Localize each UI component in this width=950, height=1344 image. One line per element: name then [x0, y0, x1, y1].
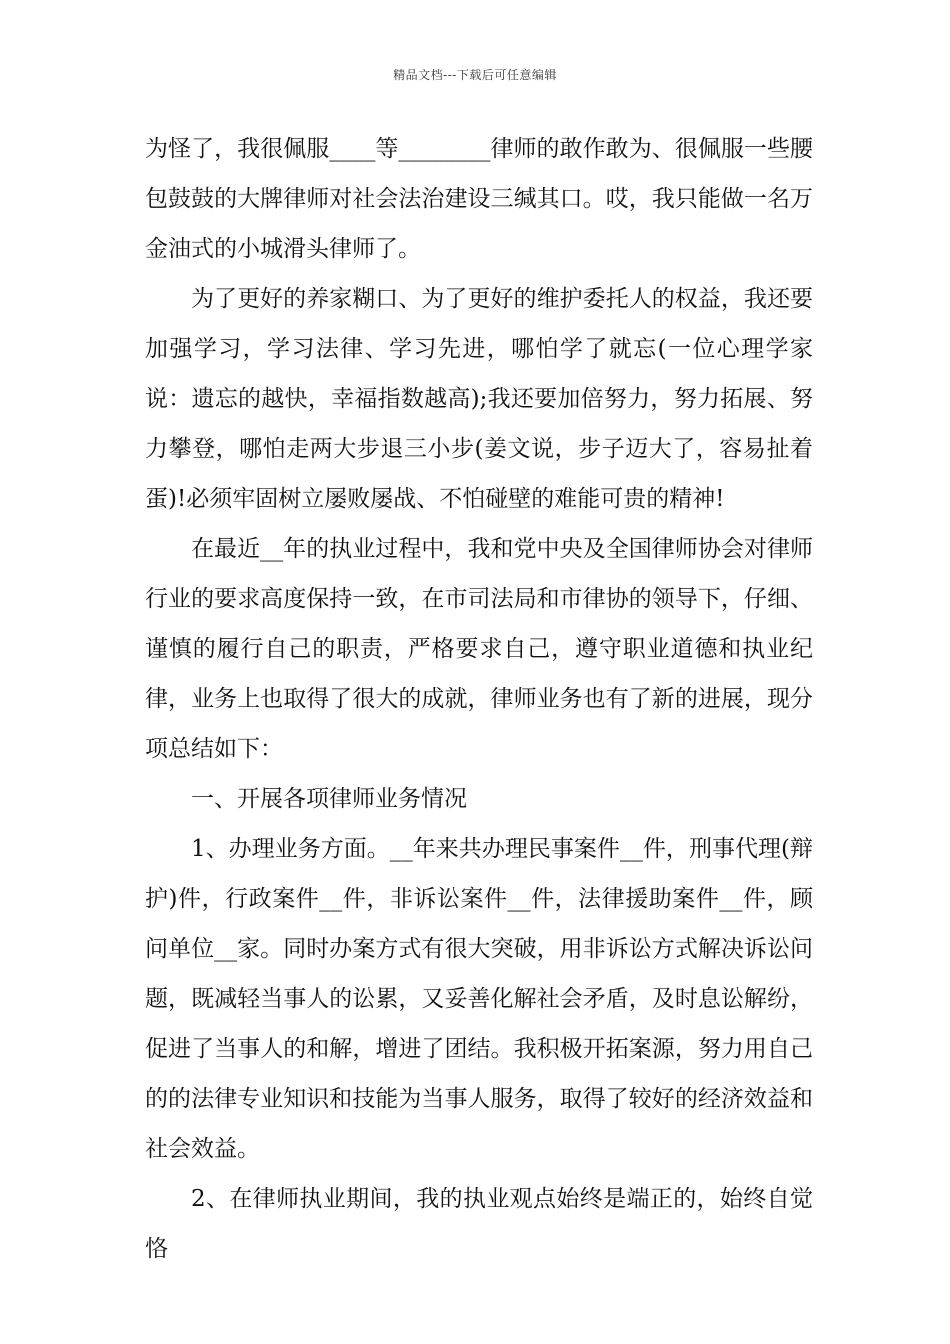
paragraph-business-handling: 1、办理业务方面。__年来共办理民事案件__件，刑事代理(辩护)件，行政案件__件，非诉讼案件__件，法律援助案件__件，顾问单位__家。同时办案方式有很大突破，用非诉讼方式解决诉讼问题，既减轻当事人的讼累，又妥善化解社会矛盾，及时息讼解纷，促进了当事人的和解，增进了团结。我积极开拓案源，努力用自己的的法律专业知识和技能为当事人服务，取得了较好的经济效益和社会效益。 — [145, 836, 813, 1162]
section-heading: 一、开展各项律师业务情况 — [191, 786, 467, 812]
paragraph-self-improvement: 为了更好的养家糊口、为了更好的维护委托人的权益，我还要加强学习，学习法律、学习先进，哪怕学了就忘(一位心理学家说：遗忘的越快，幸福指数越高);我还要加倍努力，努力拓展、努力攀登，哪怕走两大步退三小步(姜文说，步子迈大了，容易扯着蛋)!必须牢固树立屡败屡战、不怕碰壁的难能可贵的精神! — [145, 286, 813, 512]
document-body — [145, 124, 813, 1274]
page-header: 精品文档---下载后可任意编辑 — [393, 68, 557, 82]
paragraph-practice-overview: 在最近__年的执业过程中，我和党中央及全国律师协会对律师行业的要求高度保持一致，在市司法局和市律协的领导下，仔细、谨慎的履行自己的职责，严格要求自己，遵守职业道德和执业纪律，业务上也取得了很大的成就，律师业务也有了新的进展，现分项总结如下： — [145, 536, 813, 762]
paragraph-continuation: 为怪了，我很佩服____等________律师的敢作敢为、很佩服一些腰包鼓鼓的大牌律师对社会法治建设三缄其口。哎，我只能做一名万金油式的小城滑头律师了。 — [145, 136, 813, 262]
paragraph-practice-views: 2、在律师执业期间，我的执业观点始终是端正的，始终自觉恪 — [145, 1186, 813, 1262]
